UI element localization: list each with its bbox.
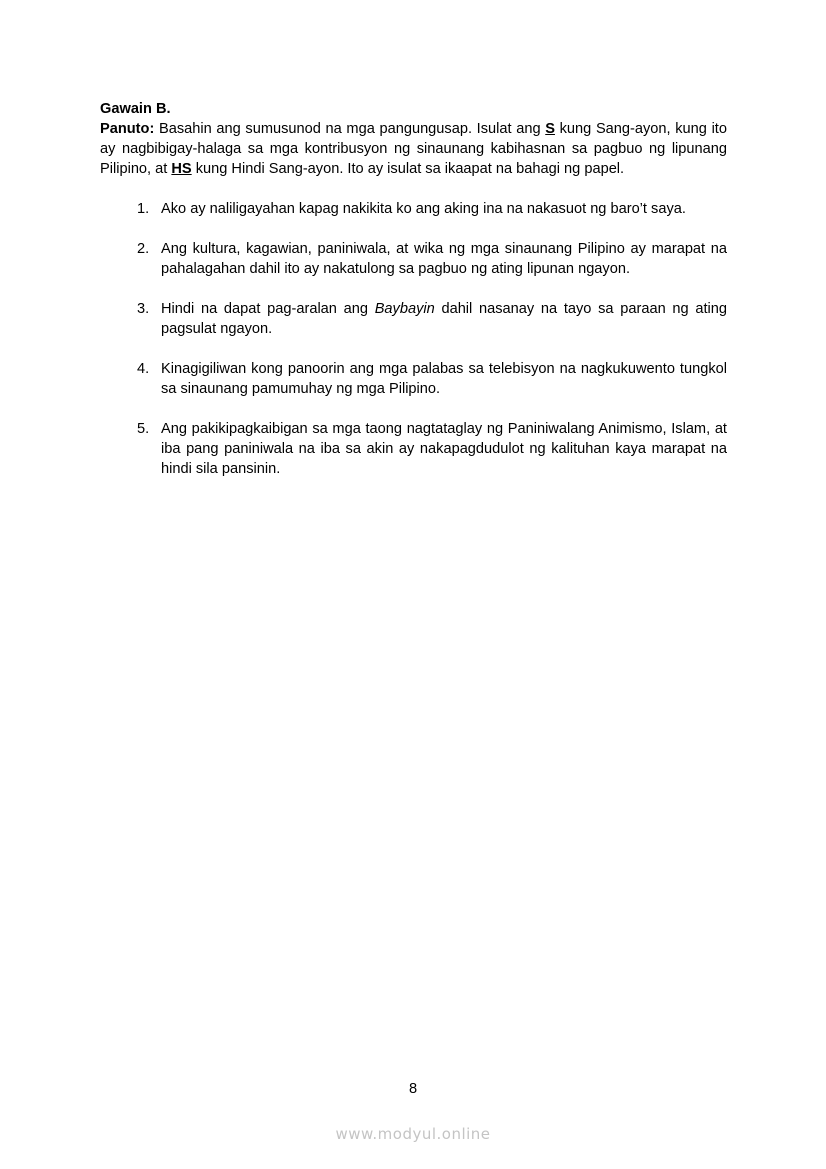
activity-heading: Gawain B. (100, 101, 171, 117)
instructions-text-part2: kung Sang-ayon, kung ito ay nagbibigay-halaga sa mga kontribusyon ng sinaunang kabihasnan sa pagbuo ng lipunang Pilipino, at (100, 121, 727, 177)
watermark: www.modyul.online (335, 1125, 491, 1143)
page-number: 8 (408, 1081, 418, 1097)
statement-item-5 (100, 419, 727, 479)
instructions-text-part3: kung Hindi Sang-ayon. Ito ay isulat sa ikaapat na bahagi ng papel. (191, 161, 625, 177)
statement-text: Ang pakikipagkaibigan sa mga taong nagtataglay ng Paniniwalang Animismo, Islam, at iba pang paniniwala na iba sa akin ay nakapagdudulot ng kalituhan kaya marapat na hindi sila pansinin. (161, 421, 727, 477)
statement-text-after: dahil nasanay na tayo sa paraan ng ating pagsulat ngayon. (161, 301, 727, 337)
statement-text-italic: Baybayin (374, 301, 435, 317)
statement-text: Ang kultura, kagawian, paniniwala, at wika ng mga sinaunang Pilipino ay marapat na pahalagahan dahil ito ay nakatulong sa pagbuo ng ating lipunan ngayon. (161, 241, 727, 277)
statement-item-4 (100, 359, 727, 399)
statement-number: 1. (137, 201, 150, 217)
statement-text-before: Hindi na dapat pag-aralan ang (161, 301, 375, 317)
statement-number: 3. (137, 301, 150, 317)
document-body (100, 99, 727, 499)
statement-text (161, 301, 727, 337)
disagree-mark: HS (171, 161, 192, 177)
statement-number: 2. (137, 241, 150, 257)
instructions-label: Panuto: (100, 121, 155, 137)
statement-number: 5. (137, 421, 150, 437)
instructions-text-part1: Basahin ang sumusunod na mga pangungusap. Isulat ang (154, 121, 546, 137)
statement-list (100, 199, 727, 479)
statement-text: Kinagigiliwan kong panoorin ang mga palabas sa telebisyon na nagkukuwento tungkol sa sinaunang pamumuhay ng mga Pilipino. (161, 361, 727, 397)
statement-text: Ako ay naliligayahan kapag nakikita ko ang aking ina na nakasuot ng baro’t saya. (161, 201, 686, 217)
statement-item-3 (100, 299, 727, 339)
statement-number: 4. (137, 361, 150, 377)
statement-item-2 (100, 239, 727, 279)
agree-mark: S (545, 121, 555, 137)
instructions-paragraph (100, 119, 727, 179)
statement-item-1 (100, 199, 727, 219)
